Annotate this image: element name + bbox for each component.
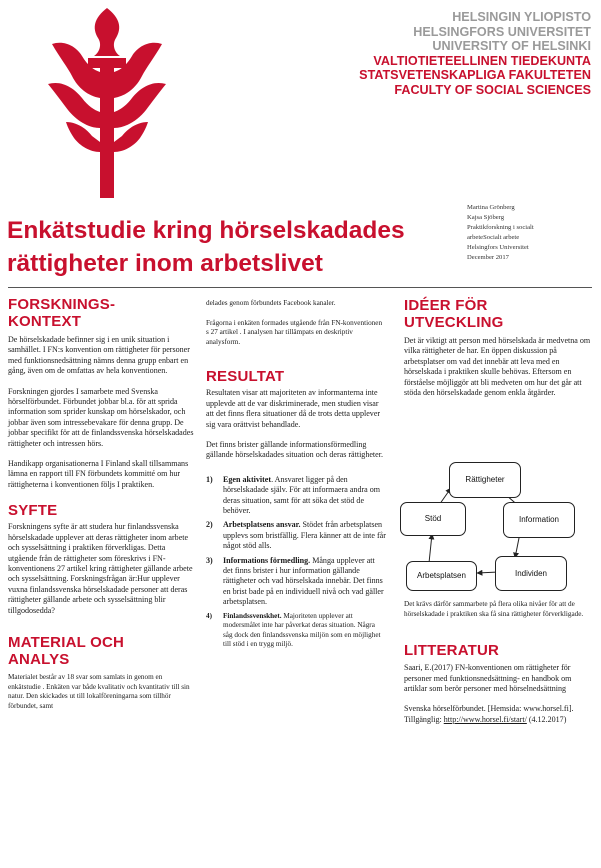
- diagram-box-rattigheter: Rättigheter: [449, 462, 521, 498]
- heading-line: FORSKNINGS-: [8, 296, 116, 313]
- results-list: [206, 475, 386, 650]
- university-name-en: UNIVERSITY OF HELSINKI: [432, 39, 591, 54]
- list-item: [206, 612, 386, 650]
- reference-item: Saari, E.(2017) FN-konventionen om rättigheter för personer med funktionsnedsättning- en handbok om artiklar som berör personer med hörselnedsättning: [404, 663, 572, 693]
- heading-line: ANALYS: [8, 650, 70, 668]
- section-heading-ideer: [404, 297, 591, 331]
- heading-line: IDÉER FÖR: [404, 297, 488, 314]
- paragraph: Det krävs därför sammarbete på flera olika nivåer för att de hörselskadade i praktiken ska få sina rättigheter förverkligade.: [404, 600, 584, 618]
- list-item-text: Många upplever att det finns brister i hur information gällande rättigheter och vad hörselskada innebär. Det finns en brist bade på en individuell nivå och vad gäller arbetsplatsen.: [223, 555, 384, 607]
- header-divider: [8, 287, 592, 288]
- university-flame-logo: [48, 6, 166, 198]
- heading-line: KONTEXT: [8, 313, 82, 330]
- list-number: 4): [206, 611, 212, 620]
- list-item-title: Finlandssvenskhet.: [223, 611, 282, 620]
- author-line: December 2017: [467, 254, 509, 262]
- paragraph: Forskningen gjordes I samarbete med Svenska hörselförbundet. Förbundet jobbar bl.a. för att sprida information som sprider kunskap om hörselskador, och jobbar även som intressebevakare för denna grupp. De jobbar specifikt för att de finlandssvenska hörselskadades rättigheter och intressen hörs.: [8, 386, 194, 448]
- list-number: 2): [206, 520, 213, 530]
- section-heading-material: [8, 634, 194, 668]
- paragraph: Forskningens syfte är att studera hur finlandssvenska hörselskadade upplever att deras rättigheter inom arbete och sysselsättning i praktiken förverkligas. Detta utgående från de rättigheter som föreskrivs i FN-konventionens 27 artikel kring rättigheter gällande arbete och sysselsättning. Forskningsfrågan är:Hur upplever vuxna finlandssvenska hörselskadade personer att deras rättigheter gällande arbete och sysselsättning blir tillgodosedda?: [8, 522, 193, 615]
- university-name-block: [359, 10, 591, 98]
- diagram-box-arbetsplatsen: Arbetsplatsen: [406, 561, 477, 591]
- section-heading-syfte: SYFTE: [8, 502, 58, 520]
- paragraph: Frågorna i enkäten formades utgående från FN-konventionen s 27 artikel . I analysen har tillämpats en deskriptiv analysform.: [206, 318, 383, 346]
- column-middle: [206, 299, 386, 650]
- paragraph: Handikapp organisationerna I Finland skall tillsammans lämna en rapport till FN förbundets kommitté om hur rättigheterna i konventionen följs I praktiken.: [8, 459, 189, 489]
- list-number: 3): [206, 555, 213, 565]
- section-heading-litteratur: LITTERATUR: [404, 642, 500, 660]
- column-right: [404, 297, 591, 398]
- author-info: [467, 203, 534, 264]
- university-name-fi: HELSINGIN YLIOPISTO: [452, 10, 591, 24]
- list-item-title: Arbetsplatsens ansvar.: [223, 520, 301, 530]
- faculty-name-en: FACULTY OF SOCIAL SCIENCES: [394, 82, 591, 97]
- diagram-box-information: Information: [503, 502, 575, 538]
- list-item-text: . Ansvaret ligger på den hörselskadade själv. För att informaera andra om deras situation, samt för att söka det stöd de behöver.: [223, 474, 381, 516]
- list-item-title: Egen aktivitet: [223, 474, 272, 484]
- reference-text: Svenska hörselförbundet. [Hemsida: www.horsel.fi]. Tillgänglig:: [404, 704, 574, 724]
- section-heading-forskningskontext: [8, 296, 194, 330]
- poster-title-line2: rättigheter inom arbetslivet: [7, 250, 323, 277]
- author-line: Kajsa Sjöberg: [467, 214, 505, 222]
- author-line: Martina Grönberg: [467, 204, 515, 211]
- diagram-box-individen: Individen: [495, 556, 567, 591]
- list-item-text: Majoriteten upplever att modersmålet inte har påverkat deras situation. Några såg dock den finlandssvenska miljön som en möjlighet till stöd i en trygg miljö.: [223, 611, 381, 649]
- faculty-name-sv: STATSVETENSKAPLIGA FAKULTETEN: [359, 68, 591, 83]
- paragraph: delades genom förbundets Facebook kanaler.: [206, 299, 336, 307]
- author-line: Helsingfors Universitet: [467, 244, 529, 252]
- column-left: [8, 296, 194, 711]
- reference-date: (4.12.2017): [526, 714, 567, 724]
- section-heading-resultat: RESULTAT: [206, 368, 285, 386]
- faculty-name-fi: VALTIOTIETEELLINEN TIEDEKUNTA: [373, 53, 591, 68]
- paragraph: Det är viktigt att person med hörselskada är medvetna om vilka rättigheter de har. En öppen diskussion på arbetsplatser om vad det innebär att leva med en hörselskada i praktiken skulle behövas. Eftersom en förståelse möjliggör att bli medveten om hur det går att stöda den hörselskadade genom enkla åtgärder.: [404, 336, 591, 398]
- paragraph: De hörselskadade befinner sig i en unik situation i samhället. I FN:s konvention om rättigheter för personer med funktionsnedsättning nämns denna grupp enbart en gång, även om de omfattas av hela konventionen.: [8, 335, 190, 376]
- list-item: [206, 475, 386, 517]
- paragraph: Resultaten visar att majoriteten av informanterna inte upplevde att de var diskriminerade, men studien visar att det finns flera situationer då de trots detta upplever sig vara orättvist behandlade.: [206, 388, 381, 429]
- list-item: [206, 520, 386, 551]
- reference-item: [404, 704, 591, 725]
- list-number: 1): [206, 474, 213, 484]
- cooperation-diagram: [399, 458, 595, 594]
- heading-line: UTVECKLING: [404, 314, 504, 331]
- paragraph: Materialet består av 18 svar som samlats in genom en enkätstudie . Enkäten var både kvalitativ och kvantitativ till sin natur. Den skickades ut till lokalföreningarna som tillhör förbundet, samt: [8, 672, 190, 710]
- poster-title-line1: Enkätstudie kring hörselskadades: [7, 217, 405, 244]
- reference-link[interactable]: http://www.horsel.fi/start/: [443, 714, 527, 724]
- poster-title: [7, 214, 427, 280]
- university-name-sv: HELSINGFORS UNIVERSITET: [413, 24, 591, 39]
- author-line: arbeteSocialt arbete: [467, 234, 520, 242]
- author-line: Praktikforskning i socialt: [467, 224, 534, 232]
- diagram-box-stod: Stöd: [400, 502, 466, 536]
- paragraph: Det finns brister gällande informationsförmedling gällande hörselskadades situation och deras rättigheter.: [206, 440, 383, 460]
- list-item-text: Stödet från arbetsplatsen upplevs som bristfällig. Flera känner att de inte får något stöd alls.: [223, 520, 386, 551]
- list-item-title: Informations förmedling.: [223, 555, 311, 565]
- column-right-lower: [404, 600, 591, 725]
- list-item: [206, 556, 386, 608]
- heading-line: MATERIAL OCH: [8, 633, 125, 651]
